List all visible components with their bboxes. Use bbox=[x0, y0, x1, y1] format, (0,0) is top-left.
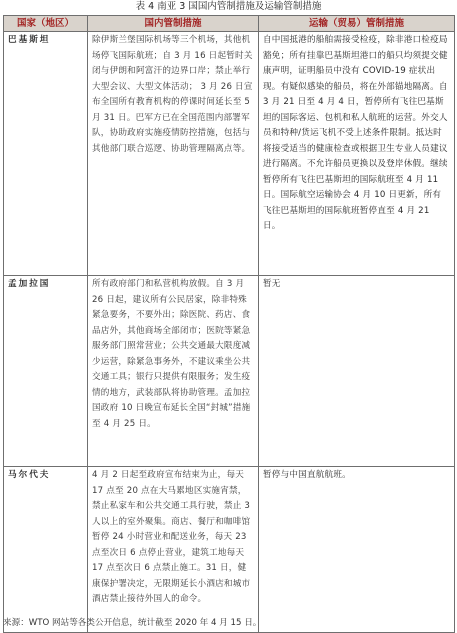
domestic-measures-cell: 所有政府部门和私营机构放假。自 3 月 26 日起，建议所有公民居家，除非特殊紧急要务，不要外出；除医院、药店、食品店外，其他商场全部闭市；医院等紧急服务部门照常营业；公共交通最大限度减少运营，除紧急事务外，不建议乘坐公共交通工具；银行只提供有限服务；发生疫情的地方，武装部队将协助管理。孟加拉国政府 10 日晚宣布延长全国“封城”措施至 4 月 25 日。 bbox=[88, 276, 259, 467]
table-header-row bbox=[4, 16, 455, 32]
table-row-pakistan bbox=[4, 32, 455, 276]
header-transport-measures: 运输（贸易）管制措施 bbox=[259, 16, 455, 32]
transport-measures-cell: 暂停与中国直航航班。 bbox=[259, 467, 455, 633]
country-cell: 巴基斯坦 bbox=[4, 32, 88, 276]
country-cell: 孟加拉国 bbox=[4, 276, 88, 467]
domestic-measures-cell: 4 月 2 日起至政府宣布结束为止，每天 17 点至 20 点在大马累地区实施宵禁，禁止私家车和公共交通工具行驶，禁止 3 人以上的室外聚集。商店、餐厅和咖啡馆暂停 24 小时营业和配送业务，每天 23 点至次日 6 点停止营业，建筑工地每天 17 点至次日 6 点禁止施工。31 日，健康保护署决定，无限期延长小酒店和城市酒店禁止接待外国人的命令。 bbox=[88, 467, 259, 633]
header-domestic-measures: 国内管制措施 bbox=[88, 16, 259, 32]
domestic-measures-cell: 除伊斯兰堡国际机场等三个机场，其他机场停飞国际航班；自 3 月 16 日起暂时关闭与伊朗和阿富汗的边界口岸；禁止举行大型会议、大型文体活动； 3 月 26 日宣布全国所有教育机构的停课时间延长至 5 月 31 日。巴军方已在全国范围内部署军队，协助政府实施疫情防控措施，包括与其他部门联合巡逻、协助管理隔离点等。 bbox=[88, 32, 259, 276]
table-row-maldives bbox=[4, 467, 455, 633]
control-measures-table bbox=[3, 15, 455, 633]
table-title: 表 4 南亚 3 国国内管制措施及运输管制措施 bbox=[135, 1, 322, 12]
country-cell: 马尔代夫 bbox=[4, 467, 88, 633]
transport-measures-cell: 自中国抵港的船舶需接受检疫，除非港口检疫局豁免；所有挂靠巴基斯坦港口的船只均须提交健康声明，证明船员中没有 COVID-19 症状出现。有疑似感染的船员，将在外部锚地隔离。自 3 月 21 日至 4 月 4 日，暂停所有飞往巴基斯坦的国际客运、包机和私人航班的运营。外交人员和特种/货运飞机不受上述条件限制。抵达时将接受适当的健康检查或根据卫生专业人员建议进行隔离。不允许船员更换以及登岸休假。继续暂停所有飞往巴基斯坦的国际航班至 4 月 11 日。国际航空运输协会 4 月 10 日更新，所有飞往巴基斯坦的国际航班暂停直至 4 月 21 日。 bbox=[259, 32, 455, 276]
table-row-bangladesh bbox=[4, 276, 455, 467]
header-country: 国家（地区） bbox=[4, 16, 88, 32]
source-note: 来源：WTO 网站等各类公开信息，统计截至 2020 年 4 月 15 日。 bbox=[3, 618, 262, 628]
transport-measures-cell: 暂无 bbox=[259, 276, 455, 467]
